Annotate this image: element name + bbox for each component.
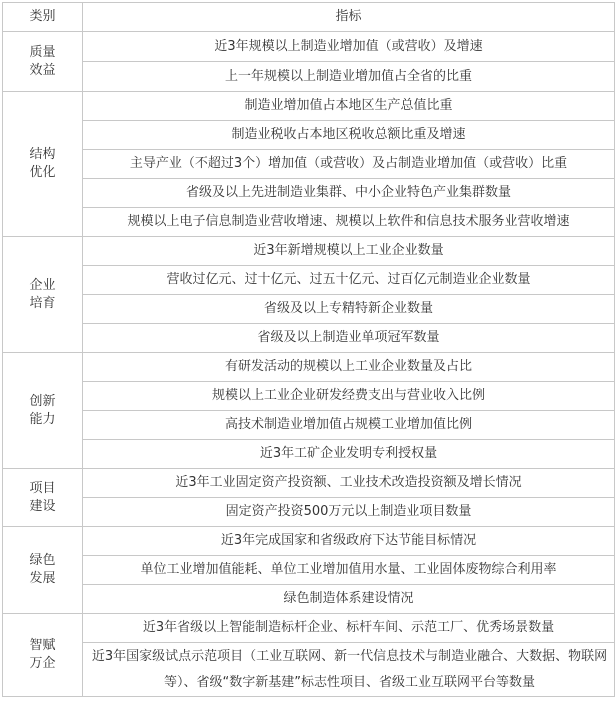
- category-name-line: 能力: [29, 411, 56, 427]
- indicator-cell: 省级及以上制造业单项冠军数量: [83, 324, 615, 353]
- table-row: [3, 440, 615, 469]
- indicator-cell: 制造业增加值占本地区生产总值比重: [83, 92, 615, 121]
- category-cell: [3, 32, 83, 92]
- table-row: [3, 237, 615, 266]
- category-name-line: 发展: [29, 571, 56, 586]
- indicator-cell: 近3年国家级试点示范项目（工业互联网、新一代信息技术与制造业融合、大数据、物联网等）、省级“数字新基建”标志性项目、省级工业互联网平台等数量: [83, 643, 615, 697]
- table-row: [3, 498, 615, 527]
- table-row: [3, 179, 615, 208]
- category-name-line: 优化: [29, 165, 56, 180]
- header-category: 类别: [3, 3, 83, 32]
- table-row: [3, 92, 615, 121]
- category-cell: [3, 614, 83, 697]
- header-indicator: 指标: [83, 3, 615, 32]
- indicator-cell: 省级及以上专精特新企业数量: [83, 295, 615, 324]
- indicator-cell: 近3年工业固定资产投资额、工业技术改造投资额及增长情况: [83, 469, 615, 498]
- indicator-cell: 规模以上电子信息制造业营收增速、规模以上软件和信息技术服务业营收增速: [83, 208, 615, 237]
- category-name-line: 智赋: [29, 638, 56, 653]
- category-cell: [3, 237, 83, 353]
- table-row: [3, 62, 615, 92]
- indicator-cell: 近3年工矿企业发明专利授权量: [83, 440, 615, 469]
- indicator-cell: 近3年完成国家和省级政府下达节能目标情况: [83, 527, 615, 556]
- category-cell: [3, 92, 83, 237]
- indicator-cell: 营收过亿元、过十亿元、过五十亿元、过百亿元制造业企业数量: [83, 266, 615, 295]
- category-name-line: 创新: [29, 393, 56, 409]
- table-row: [3, 353, 615, 382]
- table-row: [3, 469, 615, 498]
- category-name-line: 结构: [29, 147, 56, 162]
- category-name-line: 项目: [29, 480, 56, 496]
- indicator-cell: 制造业税收占本地区税收总额比重及增速: [83, 121, 615, 150]
- indicator-cell: 上一年规模以上制造业增加值占全省的比重: [83, 62, 615, 92]
- indicator-cell: 绿色制造体系建设情况: [83, 585, 615, 614]
- indicator-cell: 近3年省级以上智能制造标杆企业、标杆车间、示范工厂、优秀场景数量: [83, 614, 615, 643]
- table-row: [3, 382, 615, 411]
- table-row: [3, 208, 615, 237]
- indicator-cell: 近3年新增规模以上工业企业数量: [83, 237, 615, 266]
- category-cell: [3, 527, 83, 614]
- indicator-cell: 近3年规模以上制造业增加值（或营收）及增速: [83, 32, 615, 62]
- table-row: [3, 266, 615, 295]
- table-row: [3, 585, 615, 614]
- indicator-cell: 省级及以上先进制造业集群、中小企业特色产业集群数量: [83, 179, 615, 208]
- category-name-line: 质量: [29, 44, 56, 60]
- category-name-line: 效益: [29, 62, 56, 78]
- table-row: [3, 527, 615, 556]
- table-row: [3, 295, 615, 324]
- table-row: [3, 556, 615, 585]
- table-row: [3, 32, 615, 62]
- indicator-table: [2, 2, 615, 697]
- table-row: [3, 121, 615, 150]
- indicator-cell: 高技术制造业增加值占规模工业增加值比例: [83, 411, 615, 440]
- indicator-cell: 单位工业增加值能耗、单位工业增加值用水量、工业固体废物综合利用率: [83, 556, 615, 585]
- indicator-cell: 固定资产投资500万元以上制造业项目数量: [83, 498, 615, 527]
- category-cell: [3, 353, 83, 469]
- indicator-cell: 规模以上工业企业研发经费支出与营业收入比例: [83, 382, 615, 411]
- table-row: [3, 150, 615, 179]
- category-name-line: 建设: [29, 498, 56, 514]
- header-row: [3, 3, 615, 32]
- table-row: [3, 324, 615, 353]
- table-row: [3, 614, 615, 643]
- table-row: [3, 411, 615, 440]
- indicator-cell: 主导产业（不超过3个）增加值（或营收）及占制造业增加值（或营收）比重: [83, 150, 615, 179]
- category-name-line: 万企: [29, 656, 56, 671]
- category-name-line: 培育: [29, 295, 56, 311]
- category-name-line: 绿色: [29, 553, 56, 568]
- table-row: [3, 643, 615, 697]
- indicator-cell: 有研发活动的规模以上工业企业数量及占比: [83, 353, 615, 382]
- category-name-line: 企业: [29, 277, 56, 293]
- category-cell: [3, 469, 83, 527]
